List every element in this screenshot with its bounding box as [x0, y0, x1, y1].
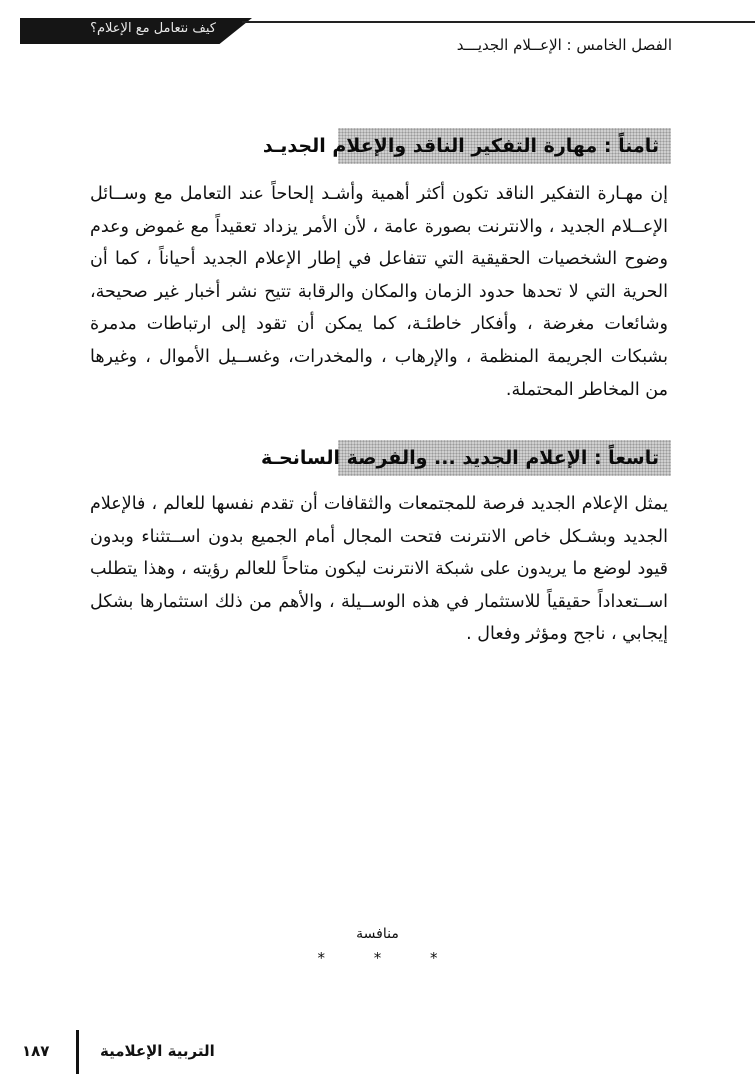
header-rule	[242, 21, 755, 23]
footer-book-title: التربية الإعلامية	[100, 1042, 215, 1060]
section-paragraph-9: يمثل الإعلام الجديد فرصة للمجتمعات والثقافات أن تقدم نفسها للعالم ، فالإعلام الجديد وبشـكل خاص الانترنت فتحت المجال أمام الجميع بدون اســتثناء وبدون قيود لوضع ما يريدون على شبكة الانترنت ليكون متاحاً للعالم رؤيته ، وهذا يتطلب اســتعداداً حقيقياً للاستثمار في هذه الوســيلة ، والأهم من ذلك استثمارها بشكل إيجابي ، ناجح ومؤثر وفعال .	[90, 494, 668, 645]
page-number: ١٨٧	[22, 1042, 50, 1060]
section-heading-text: تاسعاً : الإعلام الجديد ... والفرصة السانحـة	[261, 447, 659, 469]
chapter-title: الفصل الخامس : الإعــلام الجديـــد	[456, 36, 672, 54]
section-heading-9	[261, 440, 671, 476]
section-paragraph-8: إن مهـارة التفكير الناقد تكون أكثر أهمية وأشـد إلحاحاً عند التعامل مع وســائل الإعــلام الجديد ، والانترنت بصورة عامة ، لأن الأمر يزداد تعقيداً مع غموض وعدم وضوح الشخصيات الحقيقية التي تتفاعل في إطار الإعلام الجديد أحياناً ، كما أن الحرية التي لا تحدها حدود الزمان والمكان والرقابة تتيح نشر أخبار غير صحيحة، وشائعات مغرضة ، وأفكار خاطئـة، كما يمكن أن تقود إلى ارتباطات مدمرة بشبكات الجريمة المنظمة ، والإرهاب ، والمخدرات، وغســيل الأموال ، وغيرها من المخاطر المحتملة.	[90, 184, 668, 400]
ending-stars: * * *	[317, 949, 460, 967]
section-heading-8	[262, 128, 671, 164]
footer-divider	[76, 1030, 79, 1074]
header-book-question: كيف نتعامل مع الإعلام؟	[90, 21, 216, 36]
ending-label: منافسة	[356, 926, 399, 942]
section-heading-text: ثامناً : مهارة التفكير الناقد والإعلام الجديـد	[262, 135, 659, 157]
